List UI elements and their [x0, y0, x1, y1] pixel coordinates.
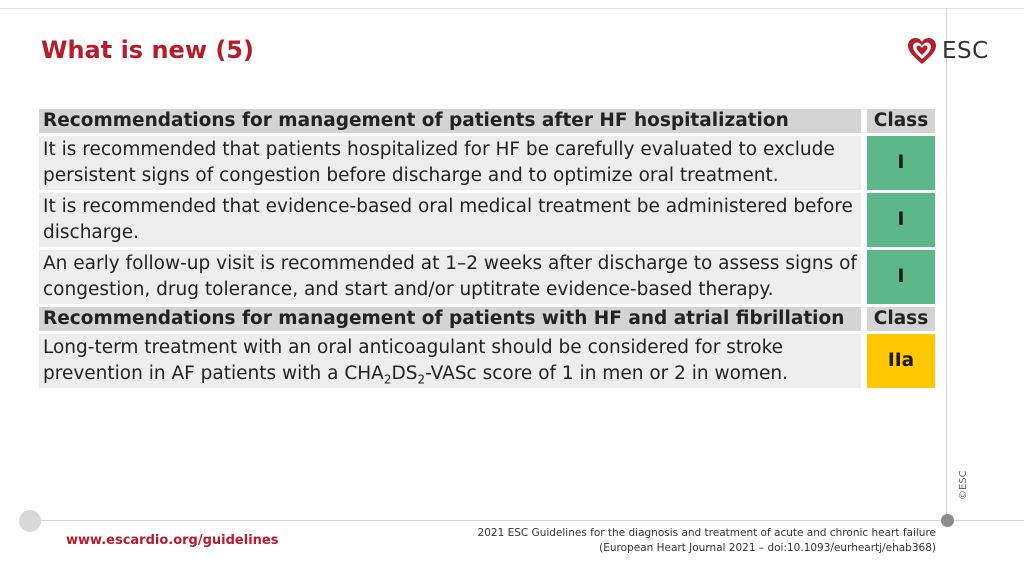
copyright: ©ESC [958, 470, 969, 500]
recommendation-text [39, 333, 864, 390]
class-badge: I [864, 249, 935, 306]
class-badge: IIa [864, 333, 935, 390]
heart-logo-icon [906, 35, 938, 67]
table-row [39, 249, 935, 306]
subscript-2: 2 [417, 372, 426, 387]
section-header: Recommendations for management of patients with HF and atrial fibrillation [39, 306, 864, 333]
footer-divider [30, 520, 1024, 521]
table-row [39, 135, 935, 192]
subscript-1: 2 [383, 372, 392, 387]
recommendation-text: An early follow-up visit is recommended at 1–2 weeks after discharge to assess signs of congestion, drug tolerance, and start and/or uptitrate evidence-based therapy. [39, 249, 864, 306]
class-badge: I [864, 135, 935, 192]
table-row [39, 333, 935, 390]
footer-url[interactable]: www.escardio.org/guidelines [66, 533, 279, 548]
section-header-row [39, 109, 935, 135]
esc-logo [906, 34, 989, 68]
class-badge: I [864, 192, 935, 249]
reference-line-1: 2021 ESC Guidelines for the diagnosis and treatment of acute and chronic heart failure [477, 527, 936, 539]
recommendations-table [39, 109, 935, 391]
vertical-divider [946, 8, 947, 520]
logo-text: ESC [942, 38, 989, 64]
slide-title: What is new (5) [41, 36, 254, 64]
top-divider [0, 8, 1024, 9]
section-header-row [39, 306, 935, 333]
class-header: Class [864, 109, 935, 135]
text-mid: DS [391, 363, 418, 384]
footer-dot-right [941, 514, 954, 527]
table-row [39, 192, 935, 249]
text-before: Long-term treatment with an oral anticoagulant should be considered for stroke prevention in AF patients with a CHA [43, 337, 784, 384]
class-header: Class [864, 306, 935, 333]
section-header: Recommendations for management of patients after HF hospitalization [39, 109, 864, 135]
text-after: -VASc score of 1 in men or 2 in women. [425, 363, 788, 384]
footer-reference [478, 526, 936, 556]
recommendation-text: It is recommended that evidence-based oral medical treatment be administered before discharge. [39, 192, 864, 249]
footer-dot-left [19, 510, 41, 532]
recommendation-text: It is recommended that patients hospitalized for HF be carefully evaluated to exclude persistent signs of congestion before discharge and to optimize oral treatment. [39, 135, 864, 192]
reference-line-2: (European Heart Journal 2021 – doi:10.1093/eurheartj/ehab368) [599, 542, 936, 554]
